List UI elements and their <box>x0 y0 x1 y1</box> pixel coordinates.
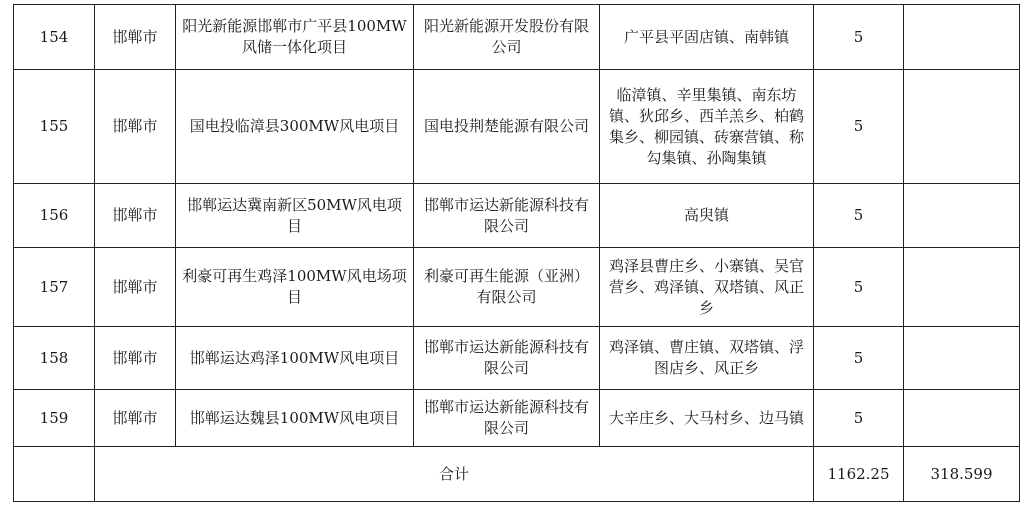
total-label: 合计 <box>95 447 814 502</box>
row-number: 155 <box>14 70 95 184</box>
value-cell: 5 <box>814 184 904 248</box>
total-value-1: 1162.25 <box>814 447 904 502</box>
city-cell: 邯郸市 <box>95 327 176 390</box>
city-cell: 邯郸市 <box>95 70 176 184</box>
project-name-cell: 利豪可再生鸡泽100MW风电场项目 <box>176 248 414 327</box>
empty-cell <box>904 70 1020 184</box>
company-cell: 阳光新能源开发股份有限公司 <box>414 5 600 70</box>
city-cell: 邯郸市 <box>95 390 176 447</box>
row-number: 154 <box>14 5 95 70</box>
row-number: 157 <box>14 248 95 327</box>
row-number: 159 <box>14 390 95 447</box>
row-number: 156 <box>14 184 95 248</box>
towns-cell: 广平县平固店镇、南韩镇 <box>600 5 814 70</box>
table-row <box>14 5 1020 70</box>
project-name-cell: 邯郸运达鸡泽100MW风电项目 <box>176 327 414 390</box>
empty-cell <box>904 5 1020 70</box>
empty-cell <box>904 248 1020 327</box>
project-name-cell: 邯郸运达冀南新区50MW风电项目 <box>176 184 414 248</box>
project-table <box>13 4 1020 502</box>
table-row <box>14 184 1020 248</box>
towns-cell: 鸡泽镇、曹庄镇、双塔镇、浮图店乡、风正乡 <box>600 327 814 390</box>
city-cell: 邯郸市 <box>95 5 176 70</box>
table-row <box>14 70 1020 184</box>
table-row <box>14 327 1020 390</box>
empty-cell <box>904 327 1020 390</box>
company-cell: 邯郸市运达新能源科技有限公司 <box>414 390 600 447</box>
towns-cell: 高臾镇 <box>600 184 814 248</box>
value-cell: 5 <box>814 390 904 447</box>
company-cell: 邯郸市运达新能源科技有限公司 <box>414 327 600 390</box>
table-row <box>14 390 1020 447</box>
total-row <box>14 447 1020 502</box>
total-value-2: 318.599 <box>904 447 1020 502</box>
city-cell: 邯郸市 <box>95 248 176 327</box>
company-cell: 利豪可再生能源（亚洲）有限公司 <box>414 248 600 327</box>
towns-cell: 大辛庄乡、大马村乡、边马镇 <box>600 390 814 447</box>
project-name-cell: 阳光新能源邯郸市广平县100MW风储一体化项目 <box>176 5 414 70</box>
company-cell: 国电投荆楚能源有限公司 <box>414 70 600 184</box>
project-name-cell: 国电投临漳县300MW风电项目 <box>176 70 414 184</box>
row-number: 158 <box>14 327 95 390</box>
table-row <box>14 248 1020 327</box>
company-cell: 邯郸市运达新能源科技有限公司 <box>414 184 600 248</box>
city-cell: 邯郸市 <box>95 184 176 248</box>
value-cell: 5 <box>814 70 904 184</box>
value-cell: 5 <box>814 327 904 390</box>
value-cell: 5 <box>814 248 904 327</box>
empty-cell <box>904 390 1020 447</box>
empty-cell <box>904 184 1020 248</box>
value-cell: 5 <box>814 5 904 70</box>
towns-cell: 临漳镇、辛里集镇、南东坊镇、狄邱乡、西羊羔乡、柏鹤集乡、柳园镇、砖寨营镇、称勾集镇、孙陶集镇 <box>600 70 814 184</box>
project-name-cell: 邯郸运达魏县100MW风电项目 <box>176 390 414 447</box>
towns-cell: 鸡泽县曹庄乡、小寨镇、吴官营乡、鸡泽镇、双塔镇、风正乡 <box>600 248 814 327</box>
total-blank-cell <box>14 447 95 502</box>
